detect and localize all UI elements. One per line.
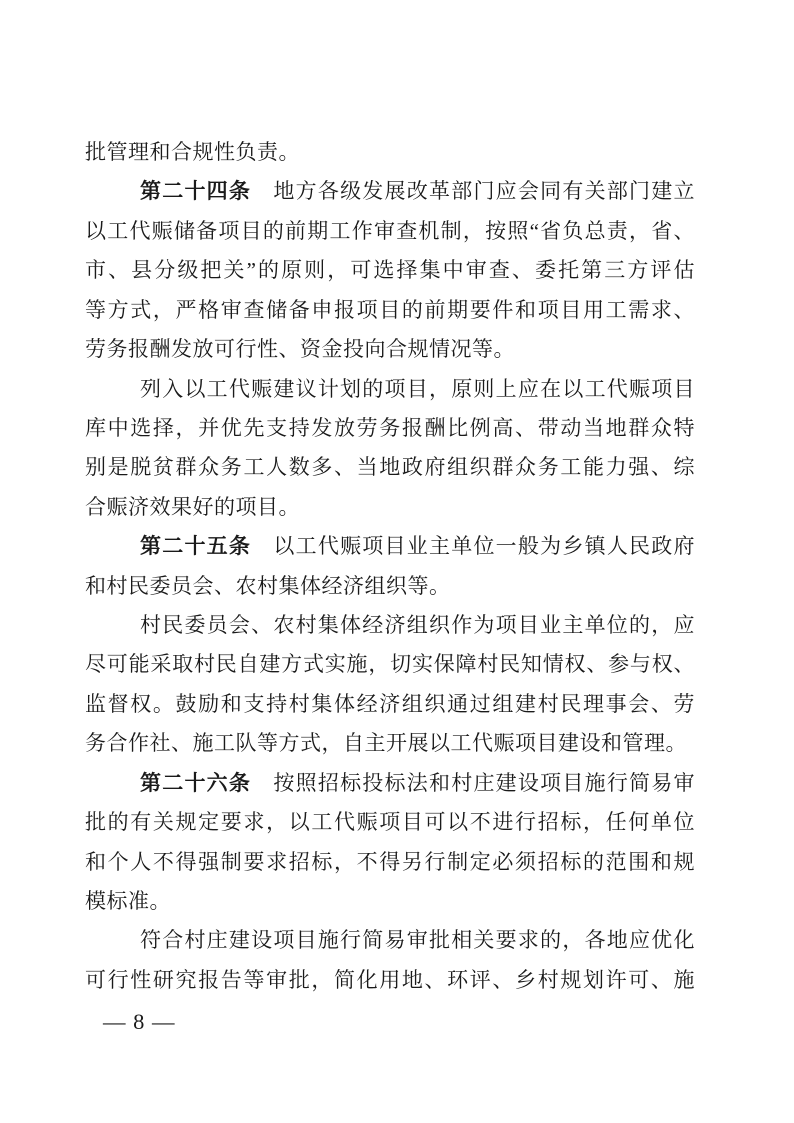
- article-24-line-4: 等方式，严格审查储备申报项目的前期要件和项目用工需求、: [85, 297, 695, 322]
- article-26-line-3: 和个人不得强制要求招标，不得另行制定必须招标的范围和规: [85, 849, 695, 874]
- article-24-number: 第二十四条: [140, 179, 252, 204]
- para-plan-selection-line-3: 别是脱贫群众务工人数多、当地政府组织群众务工能力强、综: [85, 455, 695, 480]
- para-continuation-approval-line-1: 批管理和合规性负责。: [85, 140, 300, 164]
- article-25-line-2: 和村民委员会、农村集体经济组织等。: [85, 573, 451, 598]
- para-plan-selection-line-1: 列入以工代赈建议计划的项目，原则上应在以工代赈项目: [140, 376, 695, 401]
- article-26-number: 第二十六条: [140, 770, 252, 795]
- article-24-line-2: 以工代赈储备项目的前期工作审查机制，按照“省负总责，省、: [85, 218, 695, 243]
- article-24-line-5: 劳务报酬发放可行性、资金投向合规情况等。: [85, 337, 515, 362]
- article-25-number: 第二十五条: [140, 534, 252, 559]
- para-village-committee-line-1: 村民委员会、农村集体经济组织作为项目业主单位的，应: [140, 613, 695, 638]
- para-plan-selection-line-2: 库中选择，并优先支持发放劳务报酬比例高、带动当地群众特: [85, 415, 695, 440]
- para-village-committee-line-3: 监督权。鼓励和支持村集体经济组织通过组建村民理事会、劳: [85, 691, 695, 716]
- article-25-line-1: 第二十五条 以工代赈项目业主单位一般为乡镇人民政府: [140, 534, 696, 559]
- para-plan-selection-line-4: 合赈济效果好的项目。: [85, 494, 300, 519]
- para-village-committee-line-2: 尽可能采取村民自建方式实施，切实保障村民知情权、参与权、: [85, 652, 695, 677]
- article-24-line-1: 第二十四条 地方各级发展改革部门应会同有关部门建立: [140, 179, 696, 204]
- page-number: — 8 —: [103, 1009, 176, 1034]
- article-24-line-3: 市、县分级把关”的原则，可选择集中审查、委托第三方评估: [85, 258, 695, 283]
- article-26-line-4: 模标准。: [85, 889, 171, 914]
- document-body: [85, 133, 695, 1000]
- article-26-line-2: 批的有关规定要求，以工代赈项目可以不进行招标，任何单位: [85, 810, 695, 835]
- para-simplified-approval-line-2: 可行性研究报告等审批，简化用地、环评、乡村规划许可、施: [85, 967, 695, 992]
- article-26-line-1: 第二十六条 按照招标投标法和村庄建设项目施行简易审: [140, 770, 696, 795]
- para-simplified-approval-line-1: 符合村庄建设项目施行简易审批相关要求的，各地应优化: [140, 928, 695, 953]
- para-village-committee-line-4: 务合作社、施工队等方式，自主开展以工代赈项目建设和管理。: [85, 731, 687, 756]
